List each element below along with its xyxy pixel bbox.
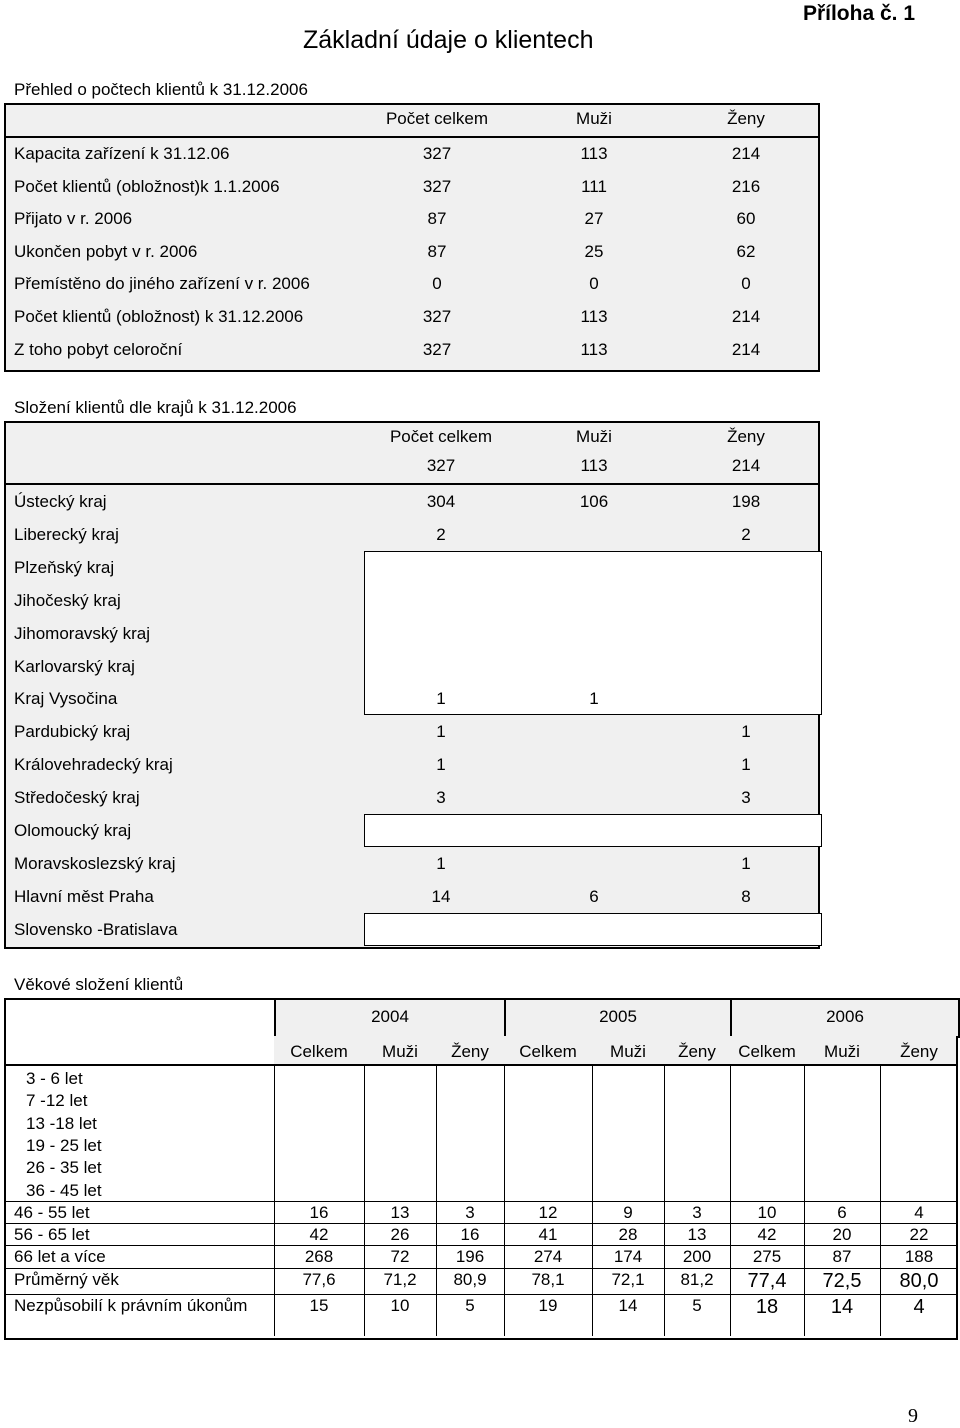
- s3-cell: 4: [913, 1295, 925, 1318]
- s2-row: [4, 650, 820, 683]
- s3-row-label: 3 - 6 let: [26, 1069, 83, 1088]
- s3-cell: 5: [465, 1295, 475, 1315]
- s3-subheader: Muži: [824, 1042, 860, 1061]
- s3-cell: 26: [390, 1225, 410, 1245]
- s3-cell: 19: [538, 1295, 558, 1315]
- s2-col-header: Muži: [576, 427, 612, 446]
- s3-subheader: Muži: [382, 1042, 418, 1061]
- page-number: 9: [908, 1405, 918, 1427]
- s3-subheader: Celkem: [290, 1042, 348, 1061]
- s3-cell: 200: [682, 1247, 712, 1267]
- s1-cell: 0: [741, 274, 751, 294]
- s2-cell: 106: [579, 492, 609, 511]
- s3-cell: 42: [757, 1225, 777, 1245]
- s3-cell: 14: [830, 1295, 854, 1318]
- s3-year-label: 2006: [826, 1007, 864, 1026]
- s1-row: [4, 268, 820, 301]
- s3-year-label: 2004: [371, 1007, 409, 1026]
- s2-cell: 2: [741, 524, 751, 544]
- s1-row: [4, 236, 820, 269]
- s3-cell: 72: [390, 1247, 410, 1267]
- s3-cell: 3: [465, 1202, 475, 1222]
- s3-cell: 77,6: [302, 1269, 336, 1289]
- s1-row-label: Přijato v r. 2006: [14, 209, 133, 229]
- s2-row: [4, 518, 820, 551]
- s3-cell: 9: [623, 1202, 633, 1222]
- s1-cell: 214: [731, 144, 761, 163]
- s1-cell: 111: [581, 176, 607, 196]
- s3-cell: 196: [455, 1247, 485, 1267]
- s1-cell: 327: [422, 339, 452, 359]
- s2-row-label: Ústecký kraj: [14, 492, 107, 511]
- s2-cell: 1: [741, 722, 751, 742]
- s3-cell: 78,1: [531, 1269, 565, 1289]
- s3-cell: 80,9: [453, 1269, 487, 1289]
- s2-cell: 6: [589, 886, 599, 906]
- s2-row-label: Jihomoravský kraj: [14, 623, 151, 643]
- s1-cell: 327: [422, 176, 452, 196]
- s3-cell: 16: [309, 1202, 329, 1222]
- s3-cell: 10: [757, 1202, 777, 1222]
- s3-subheader: Celkem: [738, 1042, 796, 1061]
- s1-cell: 60: [736, 209, 756, 229]
- s3-cell: 81,2: [680, 1269, 714, 1289]
- s1-col-header: Počet celkem: [385, 109, 489, 128]
- s3-cell: 4: [914, 1202, 924, 1222]
- s3-row-label: 36 - 45 let: [26, 1180, 102, 1200]
- s3-subheader: Ženy: [678, 1042, 716, 1061]
- s3-cell: 42: [309, 1225, 329, 1245]
- s2-row-label: Olomoucký kraj: [14, 821, 132, 840]
- s3-cell: 3: [692, 1202, 702, 1222]
- s1-row: [4, 138, 820, 171]
- s3-subheader: Celkem: [519, 1042, 577, 1061]
- s3-row-label: Nezpůsobilí k právním úkonům: [14, 1295, 248, 1315]
- s1-cell: 27: [584, 209, 604, 229]
- s3-cell: 174: [613, 1247, 643, 1267]
- s1-cell: 113: [580, 144, 608, 163]
- s3-cell: 268: [304, 1247, 334, 1267]
- s1-cell: 25: [584, 241, 604, 261]
- s2-row-label: Slovensko -Bratislava: [14, 919, 178, 939]
- s2-row-label: Liberecký kraj: [14, 524, 119, 544]
- s2-row-label: Hlavní měst Praha: [14, 886, 154, 906]
- s1-row: [4, 334, 820, 367]
- s3-cell: 20: [832, 1225, 852, 1245]
- s1-row: [4, 171, 820, 204]
- section1-heading: Přehled o počtech klientů k 31.12.2006: [14, 80, 308, 99]
- section3-table: [4, 998, 958, 1338]
- s1-col-header: Muži: [576, 109, 612, 128]
- s3-cell: 18: [755, 1295, 779, 1318]
- s3-cell: 72,1: [611, 1269, 645, 1289]
- s1-cell: 216: [731, 176, 761, 196]
- s2-row: [4, 485, 820, 518]
- s3-cell: 15: [309, 1295, 329, 1315]
- s2-total: 214: [731, 456, 761, 475]
- s2-cell: 1: [436, 689, 446, 709]
- s2-row-label: Jihočeský kraj: [14, 590, 121, 610]
- s3-cell: 22: [909, 1225, 929, 1245]
- s2-row: [4, 847, 820, 880]
- s1-row-label: Počet klientů (obložnost)k 1.1.2006: [14, 176, 280, 196]
- s2-row: [4, 748, 820, 781]
- s3-cell: 6: [837, 1202, 847, 1222]
- s2-row: [4, 682, 820, 715]
- s1-cell: 113: [580, 307, 608, 326]
- s2-row: [4, 814, 820, 847]
- s2-row-label: Královehradecký kraj: [14, 755, 173, 775]
- s1-cell: 214: [731, 339, 761, 359]
- s3-cell: 5: [692, 1295, 702, 1315]
- s1-cell: 87: [427, 209, 447, 229]
- s3-row-label: 56 - 65 let: [14, 1225, 90, 1245]
- s1-row-label: Kapacita zařízení k 31.12.06: [14, 144, 230, 163]
- s2-col-header: Počet celkem: [389, 427, 493, 446]
- s2-col-header: Ženy: [727, 427, 765, 446]
- s3-row-label: 7 -12 let: [26, 1091, 88, 1111]
- s1-row-label: Počet klientů (obložnost) k 31.12.2006: [14, 307, 304, 326]
- s3-cell: 16: [460, 1225, 480, 1245]
- s2-cell: 2: [436, 524, 446, 544]
- s3-cell: 188: [904, 1247, 934, 1267]
- s1-cell: 62: [736, 241, 756, 261]
- s1-row: [4, 301, 820, 334]
- s1-row-label: Ukončen pobyt v r. 2006: [14, 241, 198, 261]
- s1-cell: 87: [427, 241, 447, 261]
- s3-cell: 72,5: [822, 1269, 862, 1292]
- s3-year-label: 2005: [599, 1007, 637, 1026]
- s1-row-label: Z toho pobyt celoroční: [14, 339, 183, 359]
- s2-row: [4, 584, 820, 617]
- s3-cell: 10: [390, 1295, 410, 1315]
- s2-row-label: Karlovarský kraj: [14, 656, 135, 676]
- s1-cell: 113: [580, 339, 608, 359]
- s2-cell: 1: [436, 755, 446, 775]
- s2-row: [4, 913, 820, 946]
- s3-subheader-line: [4, 1064, 958, 1066]
- s2-cell: 198: [731, 492, 761, 511]
- s2-cell: 1: [741, 853, 751, 873]
- s3-year-header: [504, 998, 732, 1038]
- s3-row-label: Průměrný věk: [14, 1269, 119, 1289]
- s2-cell: 304: [426, 492, 456, 511]
- s2-row-label: Plzeňský kraj: [14, 557, 115, 577]
- s1-col-header: Ženy: [727, 109, 765, 128]
- s3-cell: 71,2: [383, 1269, 417, 1289]
- s2-total: 327: [426, 456, 456, 475]
- s3-row-label: 13 -18 let: [26, 1113, 97, 1133]
- s2-row-label: Středočeský kraj: [14, 788, 140, 808]
- s3-cell: 77,4: [747, 1269, 787, 1292]
- s2-cell: 1: [436, 722, 446, 742]
- s3-row-label: 66 let a více: [14, 1247, 106, 1267]
- s2-row: [4, 781, 820, 814]
- s2-cell: 1: [589, 689, 599, 709]
- s3-cell: 14: [618, 1295, 638, 1315]
- s3-cell: 80,0: [899, 1269, 939, 1292]
- s3-cell: 275: [752, 1247, 782, 1267]
- section2-heading: Složení klientů dle krajů k 31.12.2006: [14, 398, 297, 417]
- s3-year-header: [730, 998, 960, 1038]
- s2-row-label: Kraj Vysočina: [14, 689, 118, 709]
- s1-cell: 0: [589, 274, 599, 294]
- s3-cell: 41: [538, 1225, 558, 1245]
- s3-subheader: Ženy: [900, 1042, 938, 1061]
- s2-row: [4, 715, 820, 748]
- s3-row-label: 26 - 35 let: [26, 1158, 102, 1178]
- s2-row: [4, 880, 820, 913]
- s1-cell: 214: [731, 307, 761, 326]
- s2-row-label: Moravskoslezský kraj: [14, 853, 176, 873]
- section3-heading: Věkové složení klientů: [14, 975, 184, 994]
- s2-cell: 1: [436, 853, 446, 873]
- s3-cell: 28: [618, 1225, 638, 1245]
- s2-row-label: Pardubický kraj: [14, 722, 131, 742]
- s2-cell: 3: [436, 788, 446, 808]
- s3-cell: 87: [832, 1247, 852, 1267]
- s2-cell: 1: [741, 755, 751, 775]
- s3-cell: 12: [538, 1202, 558, 1222]
- s2-cell: 14: [431, 886, 451, 906]
- section1-table: [4, 103, 820, 372]
- s2-row: [4, 617, 820, 650]
- s1-cell: 0: [432, 274, 442, 294]
- annex-label: Příloha č. 1: [802, 2, 915, 25]
- page-title: Základní údaje o klientech: [303, 26, 594, 54]
- s3-subheader: Ženy: [451, 1042, 489, 1061]
- s2-cell: 8: [741, 886, 751, 906]
- s3-cell: 13: [687, 1225, 707, 1245]
- s3-year-header: [274, 998, 506, 1038]
- s1-row: [4, 203, 820, 236]
- s3-cell: 13: [390, 1202, 410, 1222]
- s2-cell: 3: [741, 788, 751, 808]
- s3-cell: 274: [533, 1247, 563, 1267]
- s3-row-label: 19 - 25 let: [26, 1135, 102, 1155]
- s3-subheader: Muži: [610, 1042, 646, 1061]
- s1-cell: 327: [422, 307, 452, 326]
- s1-row-label: Přemístěno do jiného zařízení v r. 2006: [14, 274, 310, 294]
- s2-total: 113: [580, 456, 608, 475]
- s3-row-label: 46 - 55 let: [14, 1202, 90, 1222]
- s1-cell: 327: [422, 144, 452, 163]
- section2-table: [4, 421, 820, 949]
- s2-row: [4, 551, 820, 584]
